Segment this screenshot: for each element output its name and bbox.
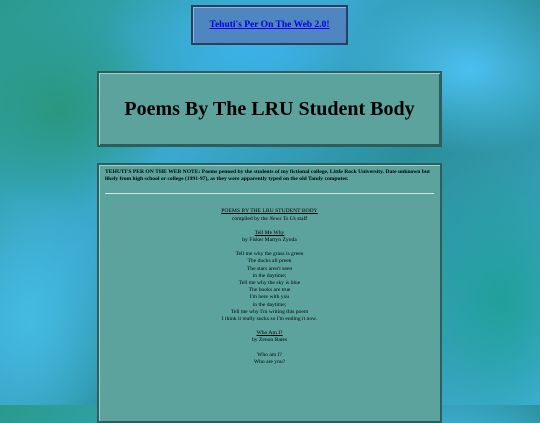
collection-heading: POEMS BY THE LRU STUDENT BODY (221, 208, 318, 215)
home-link[interactable]: Tehuti's Per On The Web 2.0! (209, 20, 330, 30)
poem-line: I think it really sucks so I'm ending it now. (221, 316, 318, 323)
poem-line: The stars aren't seen (246, 265, 293, 272)
poem-line: The ducks all preen (247, 258, 292, 265)
poem-line: I'm here with you (249, 294, 290, 301)
poem-line: in the daytime; (252, 301, 287, 308)
newspaper-name: News To Us (269, 215, 296, 222)
top-link-box (191, 5, 348, 45)
poem-title: Who Am I? (256, 330, 283, 337)
divider (105, 193, 434, 194)
poem-line: in the daytime; (252, 272, 287, 279)
poems-section (105, 208, 434, 366)
compiled-suffix: staff (295, 215, 308, 222)
poem-author: by Zenon Bates (251, 337, 288, 344)
poem-line: The books are true (248, 287, 291, 294)
editor-note: TEHUTI'S PER ON THE WEB NOTE: Poems penned by the students of my fictional college, Little Rock University. Date unknown but likely from high school or college (1991-97), as they were apparently typed on the old Tandy computer. (105, 169, 430, 183)
compiled-prefix: compiled by the (231, 215, 270, 222)
poem-line: Tell me why I'm writing this poem (230, 308, 309, 315)
compiled-by (105, 216, 434, 223)
poem-title: Tell Me Why (254, 229, 285, 236)
poem-line: Who are you? (253, 358, 286, 365)
poem-line: Tell me why the grass is green (235, 251, 304, 258)
title-box (97, 71, 442, 147)
poem-line: Who am I? (257, 351, 282, 358)
poem-line: Tell me why the sky is blue (238, 280, 301, 287)
page-title: Poems By The LRU Student Body (124, 97, 415, 120)
content-box (97, 163, 442, 423)
poem-author: by Fisker Martyn Zynda (242, 237, 297, 244)
